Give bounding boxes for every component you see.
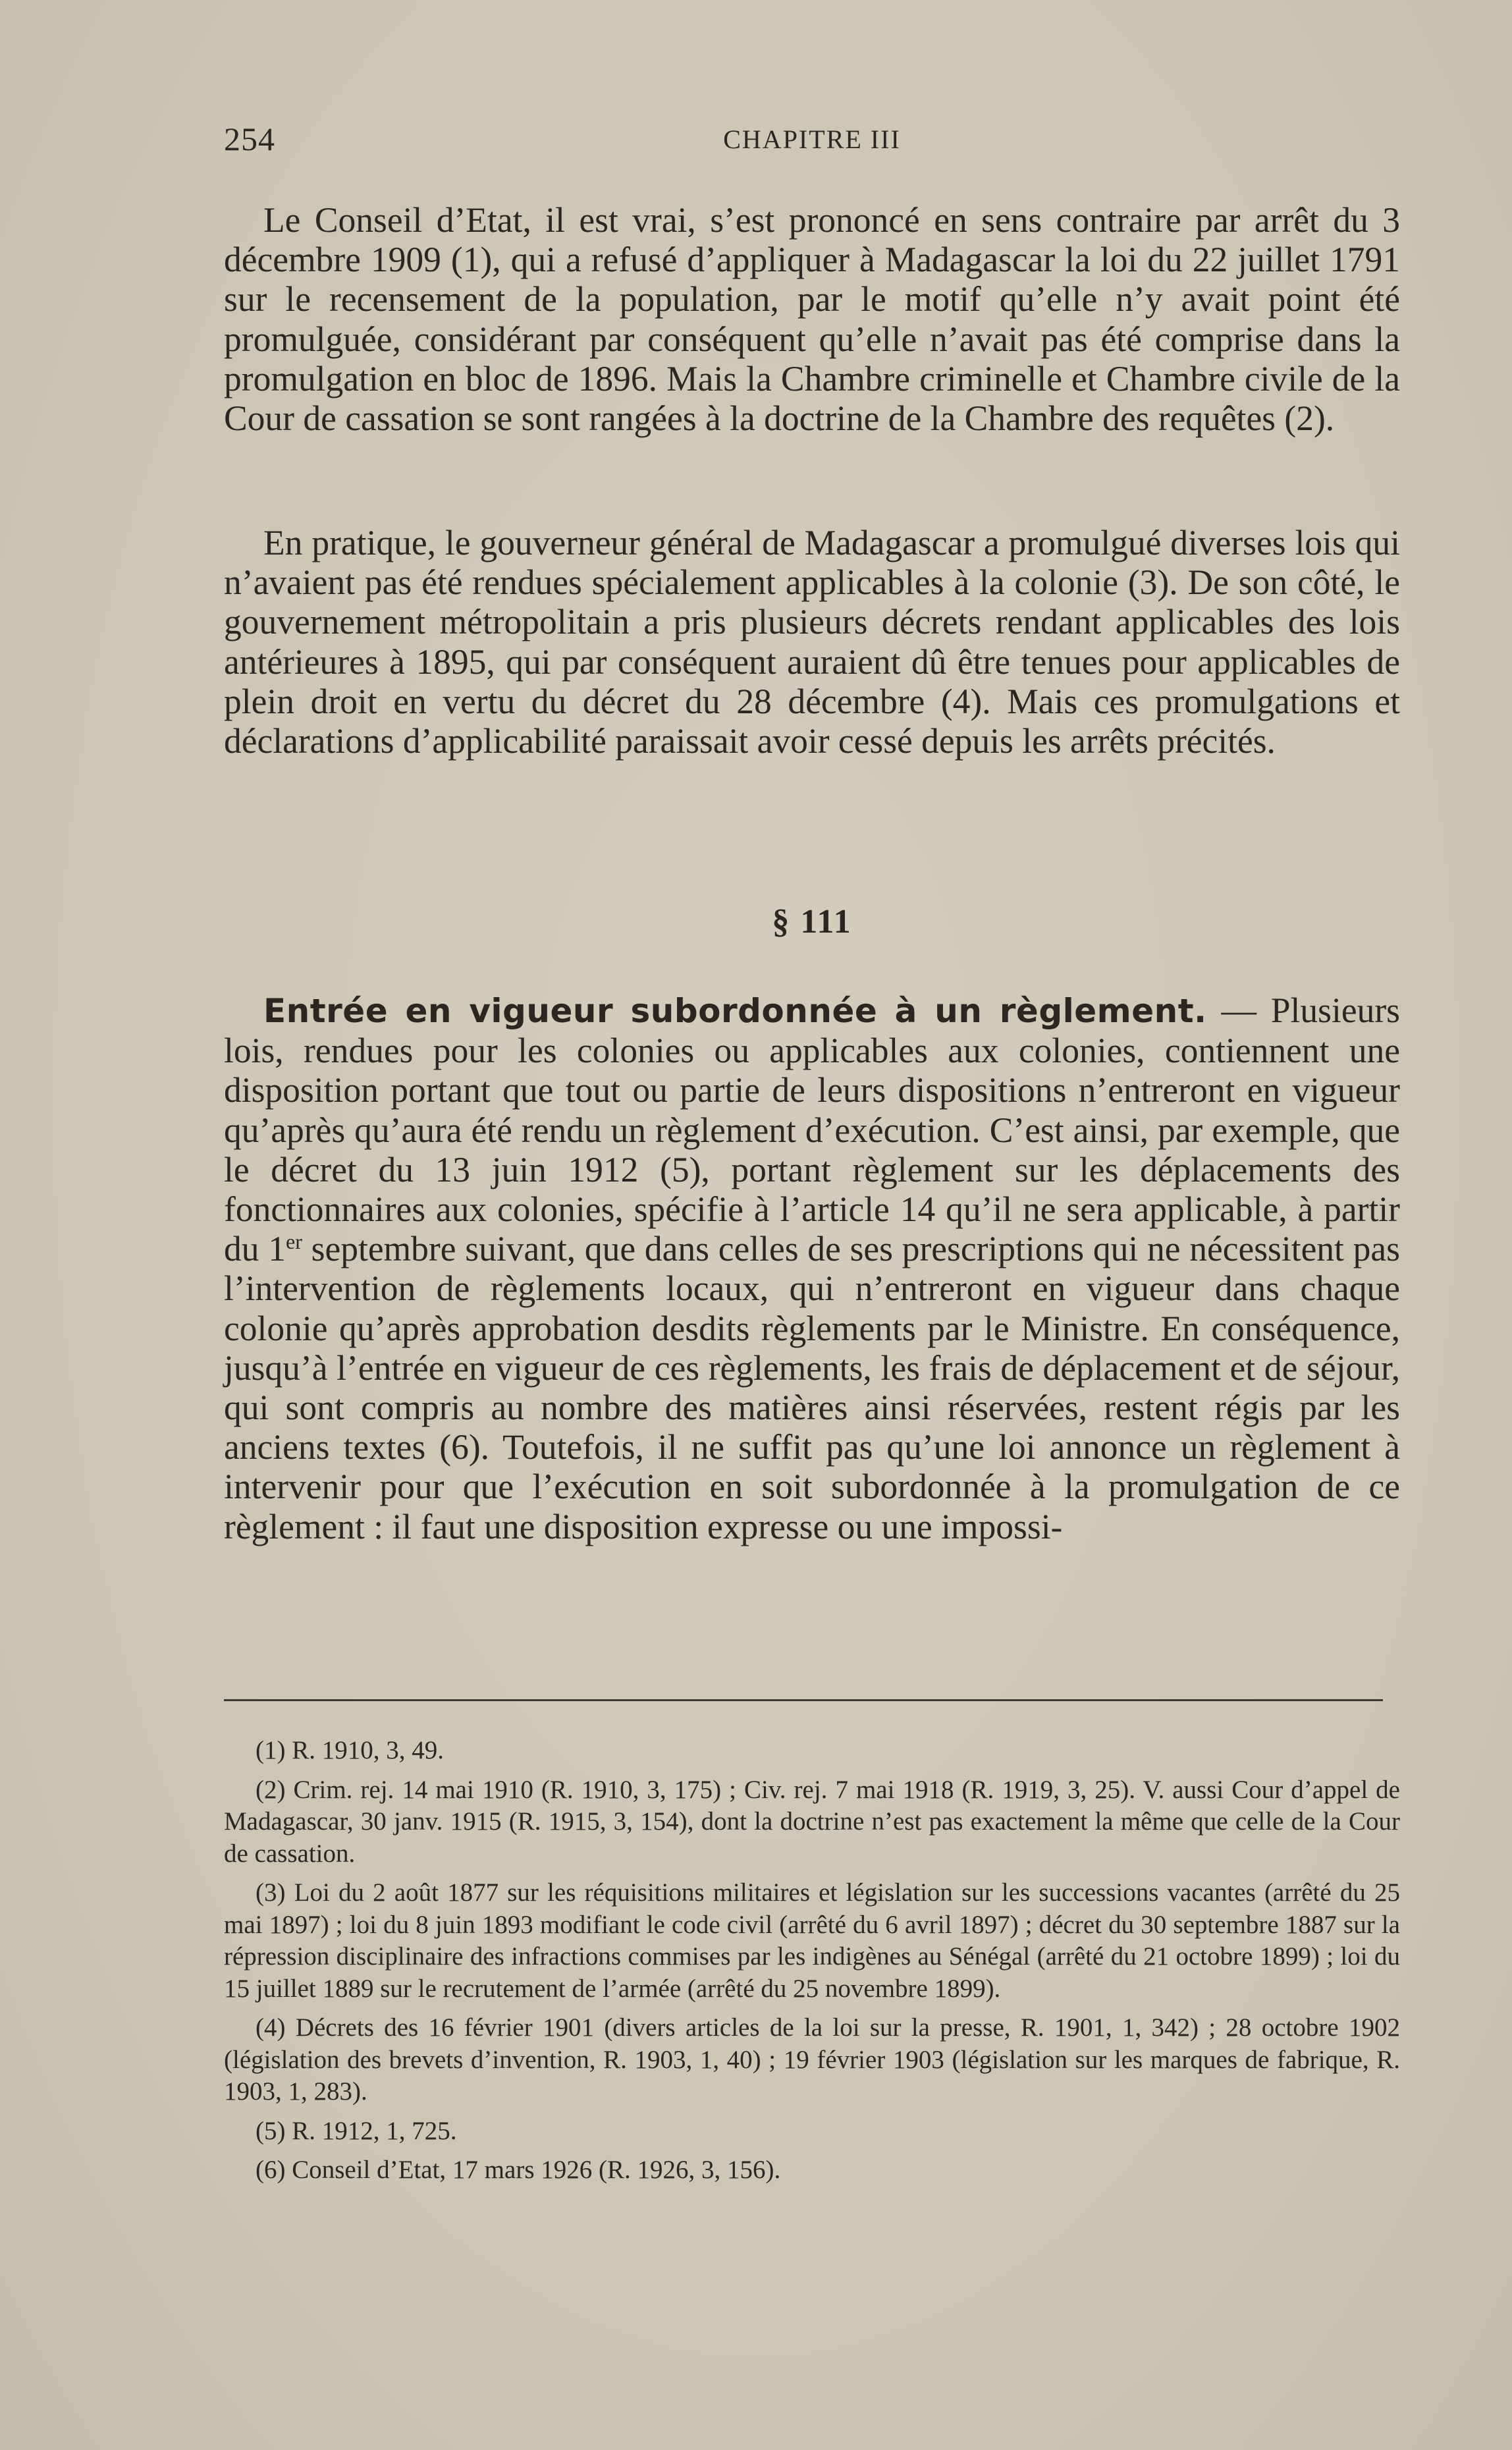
paragraph-text: Le Conseil d’Etat, il est vrai, s’est prononcé en sens contraire par arrêt du 3 décembre 1909 (1), qui a refusé d’appliquer à Madagascar la loi du 22 juillet 1791 sur le recensement de la population, par le motif qu’elle n’y avait point été promulguée, considérant par conséquent qu’elle n’avait pas été comprise dans la promulgation en bloc de 1896. Mais la Chambre criminelle et Chambre civile de la Cour de cassation se sont rangées à la doctrine de la Chambre des requêtes (2).	[224, 200, 1400, 439]
footnote-3: (3) Loi du 2 août 1877 sur les réquisitions militaires et législation sur les successions vacantes (arrêté du 25 mai 1897) ; loi du 8 juin 1893 modifiant le code civil (arrêté du 6 avril 1897) ; décret du 30 septembre 1887 sur la répression disciplinaire des infractions commises par les indigènes au Sénégal (arrêté du 21 octobre 1899) ; loi du 15 juillet 1889 sur le recrutement de l’armée (arrêté du 25 novembre 1899).	[224, 1878, 1400, 2003]
paragraph-text	[224, 991, 1400, 1546]
page-number: 254	[224, 121, 275, 157]
body-paragraph-3	[224, 991, 1400, 1546]
footnote-4: (4) Décrets des 16 février 1901 (divers articles de la loi sur la presse, R. 1901, 1, 342) ; 28 octobre 1902 (législation des brevets d’invention, R. 1903, 1, 40) ; 19 février 1903 (législation sur les marques de fabrique, R. 1903, 1, 283).	[224, 2013, 1400, 2106]
footnotes	[224, 1735, 1400, 2194]
paragraph-lead-title: Entrée en vigueur subordonnée à un règlement.	[263, 992, 1207, 1030]
footnote-5: (5) R. 1912, 1, 725.	[256, 2116, 457, 2145]
paragraph-text-part-1: — Plusieurs lois, rendues pour les colonies ou applicables aux colonies, contiennent une disposition portant que tout ou partie de leurs dispositions n’entreront en vigueur qu’après qu’aura été rendu un règlement d’exécution. C’est ainsi, par exemple, que le décret du 13 juin 1912 (5), portant règlement sur les déplacements des fonctionnaires aux colonies, spécifie à l’article 14 qu’il ne sera applicable, à partir du 1	[224, 991, 1400, 1269]
body-paragraph-1	[224, 200, 1400, 438]
section-heading: § 111	[772, 903, 852, 940]
paragraph-text: En pratique, le gouverneur général de Madagascar a promulgué diverses lois qui n’avaient pas été rendues spécialement applicables à la colonie (3). De son côté, le gouvernement métropolitain a pris plusieurs décrets rendant applicables des lois antérieures à 1895, qui par conséquent auraient dû être tenues pour applicables de plein droit en vertu du décret du 28 décembre (4). Mais ces promulgations et déclarations d’applicabilité paraissait avoir cessé depuis les arrêts précités.	[224, 523, 1400, 761]
page-header	[224, 120, 1400, 166]
footnote-divider	[224, 1699, 1383, 1701]
running-head: CHAPITRE III	[723, 124, 901, 154]
footnote-1: (1) R. 1910, 3, 49.	[256, 1736, 444, 1764]
body-paragraph-2	[224, 523, 1400, 761]
footnote-2: (2) Crim. rej. 14 mai 1910 (R. 1910, 3, 175) ; Civ. rej. 7 mai 1918 (R. 1919, 3, 25). V. aussi Cour d’appel de Madagascar, 30 janv. 1915 (R. 1915, 3, 154), dont la doctrine n’est pas exactement la même que celle de la Cour de cassation.	[224, 1775, 1400, 1868]
ordinal-superscript: er	[286, 1230, 302, 1254]
paragraph-text-part-2: septembre suivant, que dans celles de ses prescriptions qui ne nécessitent pas l’intervention de règlements locaux, qui n’entreront en vigueur dans chaque colonie qu’après approbation desdits règlements par le Ministre. En conséquence, jusqu’à l’entrée en vigueur de ces règlements, les frais de déplacement et de séjour, qui sont compris au nombre des matières ainsi réservées, restent régis par les anciens textes (6). Toutefois, il ne suffit pas qu’une loi annonce un règlement à intervenir pour que l’exécution en soit subordonnée à la promulgation de ce règlement : il faut une disposition expresse ou une impossi-	[224, 1229, 1401, 1546]
footnote-6: (6) Conseil d’Etat, 17 mars 1926 (R. 1926, 3, 156).	[256, 2156, 781, 2184]
